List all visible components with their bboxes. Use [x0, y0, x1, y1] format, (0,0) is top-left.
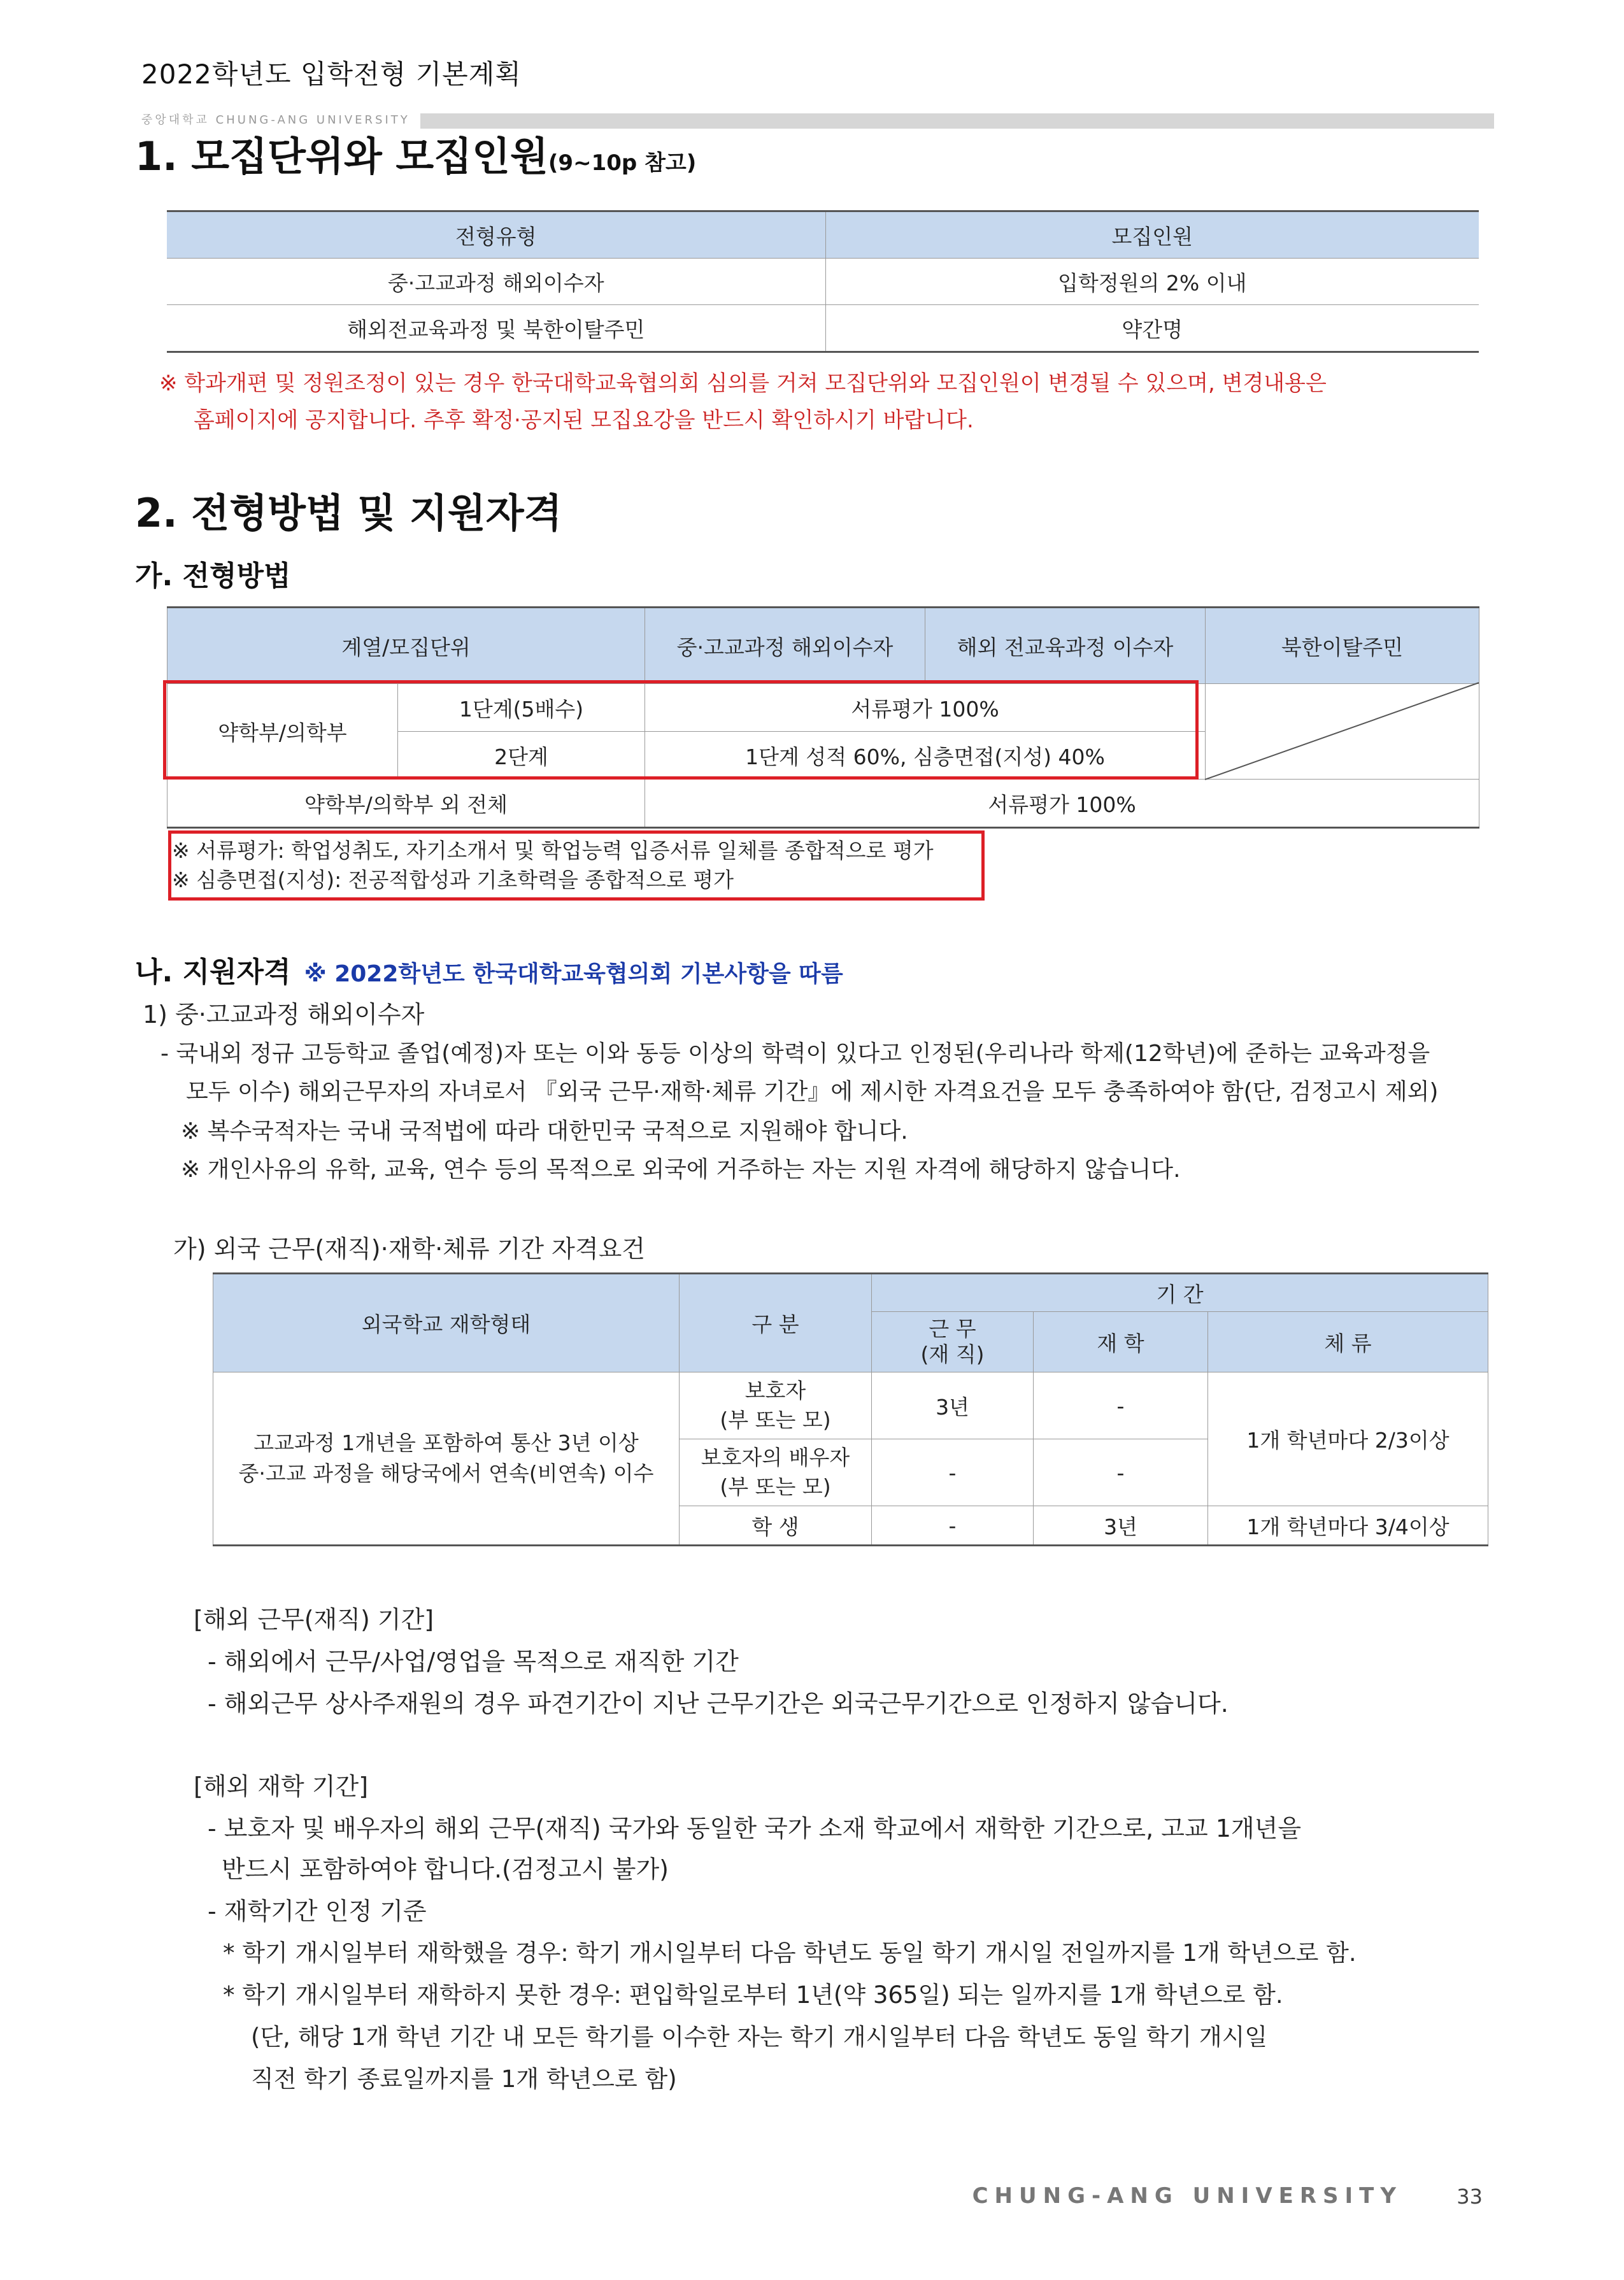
- work-period-line2: - 해외근무 상사주재원의 경우 파견기간이 지난 근무기간은 외국근무기간으로 인정하지 않습니다.: [208, 1690, 1229, 1718]
- section1-title-note: (9~10p 참고): [548, 150, 697, 176]
- study-period-line1: - 보호자 및 배우자의 해외 근무(재직) 국가와 동일한 국가 소재 학교에서 재학한 기간으로, 고교 1개년을: [208, 1814, 1302, 1842]
- quota-notice-line1: ※ 학과개편 및 정원조정이 있는 경우 한국대학교육협의회 심의를 거쳐 모집단위와 모집인원이 변경될 수 있으며, 변경내용은: [159, 371, 1327, 396]
- study-period-title: [해외 재학 기간]: [194, 1772, 369, 1800]
- item1-note1: ※ 복수국적자는 국내 국적법에 따라 대한민국 국적으로 지원해야 합니다.: [181, 1118, 908, 1144]
- header-work: 근 무 (재 직): [872, 1312, 1034, 1372]
- guardian-stay: 1개 학년마다 2/3이상: [1208, 1372, 1488, 1506]
- header-period: 기 간: [872, 1274, 1488, 1312]
- section1-title: [135, 125, 696, 182]
- stage1-label: 1단계(5배수): [398, 684, 645, 732]
- method-header-unit: 계열/모집단위: [167, 608, 645, 684]
- university-header-logo: 중앙대학교 CHUNG-ANG UNIVERSITY: [141, 113, 410, 127]
- method-header-north-korean: 북한이탈주민: [1206, 608, 1479, 684]
- quota-notice-line2: 홈페이지에 공지합니다. 추후 확정·공지된 모집요강을 반드시 확인하시기 바랍니다.: [194, 408, 974, 433]
- page-number: 33: [1457, 2184, 1483, 2209]
- study-period-line7: 직전 학기 종료일까지를 1개 학년으로 함): [251, 2065, 677, 2093]
- table-row: [167, 780, 1479, 828]
- study-period-line2: 반드시 포함하여야 합니다.(검정고시 불가): [222, 1855, 669, 1883]
- study-period-line4: * 학기 개시일부터 재학했을 경우: 학기 개시일부터 다음 학년도 동일 학기 개시일 전일까지를 1개 학년으로 함.: [223, 1939, 1357, 1967]
- study-period-line6: (단, 해당 1개 학년 기간 내 모든 학기를 이수한 자는 학기 개시일부터 다음 학년도 동일 학기 개시일: [251, 2023, 1268, 2051]
- eval-note-interview: ※ 심층면접(지성): 전공적합성과 기초학력을 종합적으로 평가: [172, 867, 734, 892]
- period-requirement-heading: 가) 외국 근무(재직)·재학·체류 기간 자격요건: [173, 1235, 645, 1263]
- item1-line1: - 국내외 정규 고등학교 졸업(예정)자 또는 이와 동등 이상의 학력이 있다고 인정된(우리나라 학제(12학년)에 준하는 교육과정을: [160, 1041, 1430, 1067]
- section1-title-text: 1. 모집단위와 모집인원: [135, 133, 548, 180]
- header-division: 구 분: [680, 1274, 872, 1372]
- table-row: [167, 305, 1479, 352]
- pharmacy-medicine-label: 약학부/의학부: [167, 684, 398, 780]
- item1-note2: ※ 개인사유의 유학, 교육, 연수 등의 목적으로 외국에 거주하는 자는 지원 자격에 해당하지 않습니다.: [181, 1157, 1181, 1183]
- footer-university-name: CHUNG-ANG UNIVERSITY: [972, 2183, 1402, 2209]
- student-work: -: [872, 1506, 1034, 1546]
- spouse-study: -: [1034, 1439, 1208, 1506]
- north-korean-na-cell: [1206, 684, 1479, 780]
- work-period-title: [해외 근무(재직) 기간]: [194, 1606, 434, 1634]
- table-row: [213, 1372, 1488, 1439]
- quota-header-type: 전형유형: [167, 211, 825, 259]
- school-type-text: 고교과정 1개년을 포함하여 통산 3년 이상 중·고교 과정을 해당국에서 연속(비연속) 이수: [213, 1372, 680, 1546]
- item1-line2: 모두 이수) 해외근무자의 자녀로서 『외국 근무·재학·체류 기간』에 제시한 자격요건을 모두 충족하여야 함(단, 검정고시 제외): [186, 1079, 1439, 1105]
- eval-note-documents: ※ 서류평가: 학업성취도, 자기소개서 및 학업능력 입증서류 일체를 종합적으로 평가: [172, 838, 934, 863]
- item1-title: 1) 중·고교과정 해외이수자: [143, 1001, 425, 1029]
- student-stay: 1개 학년마다 3/4이상: [1208, 1506, 1488, 1546]
- other-units-label: 약학부/의학부 외 전체: [167, 780, 645, 828]
- highlight-box-stages: [163, 680, 1199, 780]
- header-school-type: 외국학교 재학형태: [213, 1274, 680, 1372]
- other-units-value: 서류평가 100%: [645, 780, 1479, 828]
- study-period-line5: * 학기 개시일부터 재학하지 못한 경우: 편입학일로부터 1년(약 365일) 되는 일까지를 1개 학년으로 함.: [223, 1981, 1283, 2009]
- selection-method-heading: 가. 전형방법: [135, 560, 291, 592]
- method-header-overseas-full: 해외 전교육과정 이수자: [925, 608, 1206, 684]
- eligibility-heading-text: 나. 지원자격: [135, 956, 291, 988]
- section2-title: 2. 전형방법 및 지원자격: [135, 490, 562, 536]
- quota-cell: 해외전교육과정 및 북한이탈주민: [167, 305, 825, 352]
- table-row: [167, 259, 1479, 305]
- division-spouse: 보호자의 배우자 (부 또는 모): [680, 1439, 872, 1506]
- division-student: 학 생: [680, 1506, 872, 1546]
- division-guardian: 보호자 (부 또는 모): [680, 1372, 872, 1439]
- quota-cell: 입학정원의 2% 이내: [825, 259, 1479, 305]
- document-title: 2022학년도 입학전형 기본계획: [141, 59, 522, 90]
- stage1-value: 서류평가 100%: [645, 684, 1206, 732]
- student-study: 3년: [1034, 1506, 1208, 1546]
- quota-cell: 약간명: [825, 305, 1479, 352]
- quota-cell: 중·고교과정 해외이수자: [167, 259, 825, 305]
- guardian-study: -: [1034, 1372, 1208, 1439]
- header-study: 재 학: [1034, 1312, 1208, 1372]
- work-period-line1: - 해외에서 근무/사업/영업을 목적으로 재직한 기간: [208, 1648, 739, 1676]
- study-period-line3: - 재학기간 인정 기준: [208, 1897, 427, 1925]
- stage2-label: 2단계: [398, 732, 645, 780]
- spouse-work: -: [872, 1439, 1034, 1506]
- quota-header-count: 모집인원: [825, 211, 1479, 259]
- method-header-overseas-secondary: 중·고교과정 해외이수자: [645, 608, 925, 684]
- header-stay: 체 류: [1208, 1312, 1488, 1372]
- guardian-work: 3년: [872, 1372, 1034, 1439]
- stage2-value: 1단계 성적 60%, 심층면접(지성) 40%: [645, 732, 1206, 780]
- period-requirement-table: [213, 1272, 1488, 1546]
- eligibility-heading: [135, 949, 843, 990]
- eligibility-heading-note: ※ 2022학년도 한국대학교육협의회 기본사항을 따름: [304, 961, 843, 987]
- recruit-quota-table: [167, 210, 1479, 353]
